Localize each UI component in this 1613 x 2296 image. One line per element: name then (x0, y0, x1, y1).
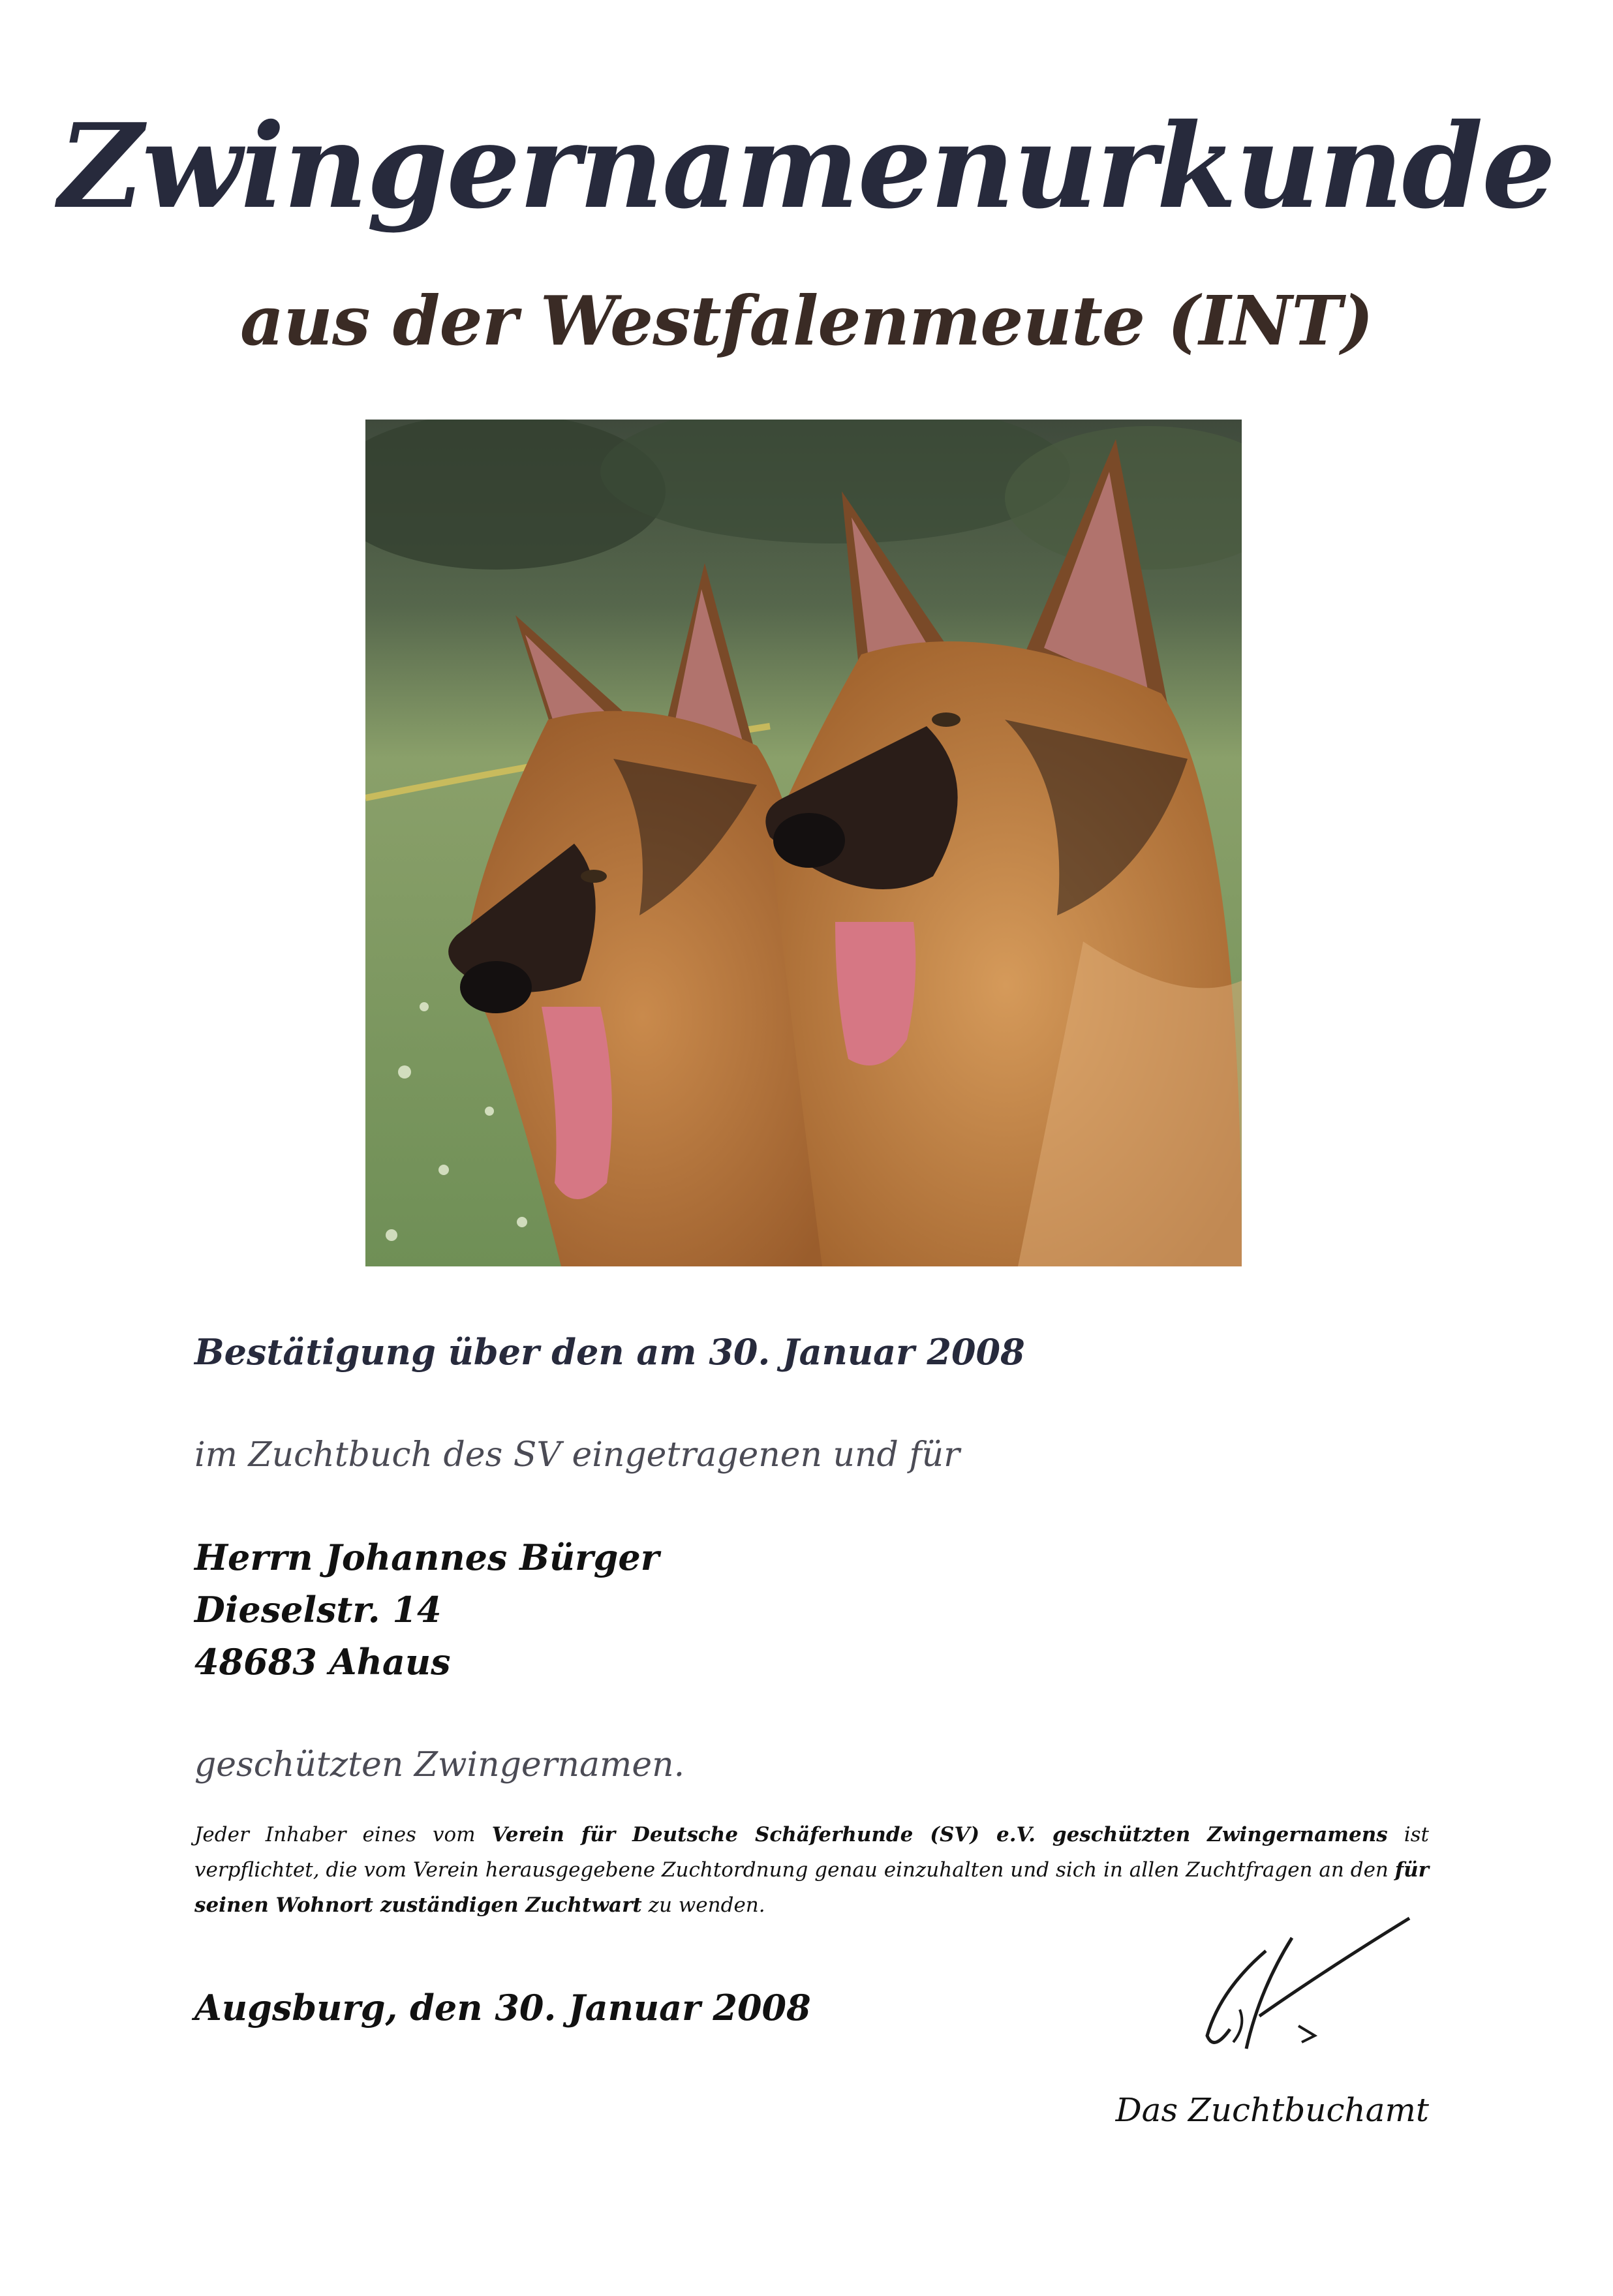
dogs-photo (365, 420, 1242, 1266)
holder-name: Herrn Johannes Bürger (194, 1537, 660, 1578)
certificate-title: Zwingernamenurkunde (58, 98, 1555, 234)
notice-part: Jeder Inhaber eines vom (194, 1823, 492, 1846)
notice-part: ist verpflichtet, die vom Verein herausgegebene Zuchtordnung genau einzuhalten und sich in allen Zuchtfragen an den (194, 1823, 1430, 1882)
kennel-name: aus der Westfalenmeute (INT) (240, 281, 1373, 361)
obligation-notice (194, 1817, 1429, 1923)
registration-line: im Zuchtbuch des SV eingetragenen und für (194, 1435, 960, 1475)
notice-part: zu wenden. (641, 1893, 765, 1917)
notice-part-bold: Verein für Deutsche Schäferhunde (SV) e.V. geschützten Zwingernamens (491, 1823, 1388, 1846)
issuer-office: Das Zuchtbuchamt (1115, 2091, 1429, 2129)
protected-name-line: geschützten Zwingernamen. (194, 1745, 685, 1784)
notice-part-bold: für seinen Wohnort zuständigen Zuchtwart (194, 1858, 1429, 1917)
holder-city: 48683 Ahaus (194, 1641, 451, 1683)
holder-street: Dieselstr. 14 (194, 1589, 442, 1630)
place-date: Augsburg, den 30. Januar 2008 (194, 1987, 811, 2028)
signature-mark (1168, 1912, 1429, 2068)
confirmation-line: Bestätigung über den am 30. Januar 2008 (194, 1331, 1025, 1373)
